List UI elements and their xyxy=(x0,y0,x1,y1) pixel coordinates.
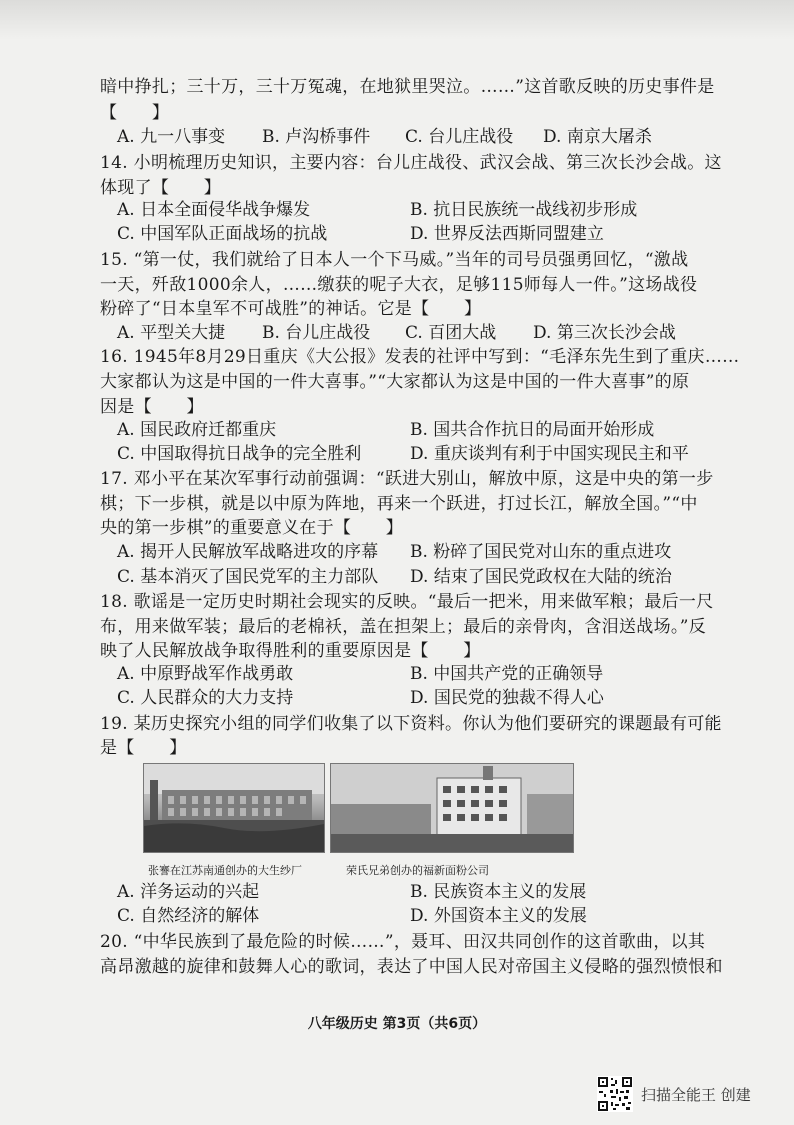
q16-stem-2: 大家都认为这是中国的一件大喜事。”“大家都认为这是中国的一件大喜事”的原 xyxy=(100,372,690,392)
q13-option-a: A. 九一八事变 xyxy=(117,127,226,147)
q15-stem-2: 一天，歼敌1000余人，……缴获的呢子大衣，足够115师每人一件。”这场战役 xyxy=(100,275,698,295)
q13-option-c: C. 台儿庄战役 xyxy=(405,127,514,147)
q18-stem-2: 布，用来做军装；最后的老棉袄，盖在担架上；最后的亲骨肉，含泪送战场。”反 xyxy=(100,617,706,637)
q19-option-b: B. 民族资本主义的发展 xyxy=(410,882,587,902)
q17-option-c: C. 基本消灭了国民党军的主力部队 xyxy=(117,567,379,587)
page-footer: 八年级历史 第3页（共6页） xyxy=(307,1016,487,1032)
dasheng-mill-caption: 张謇在江苏南通创办的大生纱厂 xyxy=(148,864,302,877)
q15-stem-1: 15. “第一仗，我们就给了日本人一个下马威。”当年的司号员强勇回忆，“激战 xyxy=(100,250,689,270)
q18-option-b: B. 中国共产党的正确领导 xyxy=(410,664,604,684)
q14-stem-1: 14. 小明梳理历史知识，主要内容：台儿庄战役、武汉会战、第三次长沙会战。这 xyxy=(100,153,722,173)
q16-option-d: D. 重庆谈判有利于中国实现民主和平 xyxy=(410,444,689,464)
q19-stem-2: 是【 】 xyxy=(100,738,187,758)
q17-stem-1: 17. 邓小平在某次军事行动前强调：“跃进大别山，解放中原，这是中央的第一步 xyxy=(100,469,714,489)
q15-option-c: C. 百团大战 xyxy=(405,323,497,343)
fuxin-flour-caption: 荣氏兄弟创办的福新面粉公司 xyxy=(346,864,489,877)
q14-stem-2: 体现了【 】 xyxy=(100,178,222,198)
q17-stem-2: 棋；下一步棋，就是以中原为阵地，再来一个跃进，打过长江，解放全国。”“中 xyxy=(100,494,698,514)
q16-option-c: C. 中国取得抗日战争的完全胜利 xyxy=(117,444,362,464)
q18-option-d: D. 国民党的独裁不得人心 xyxy=(410,688,604,708)
q13-option-d: D. 南京大屠杀 xyxy=(543,127,652,147)
q17-option-b: B. 粉碎了国民党对山东的重点进攻 xyxy=(410,542,672,562)
scan-shadow xyxy=(0,0,794,40)
scanner-label: 扫描全能王 创建 xyxy=(641,1085,751,1104)
q16-stem-3: 因是【 】 xyxy=(100,397,204,417)
q18-option-a: A. 中原野战军作战勇敢 xyxy=(117,664,294,684)
q15-option-a: A. 平型关大捷 xyxy=(117,323,226,343)
q19-option-a: A. 洋务运动的兴起 xyxy=(117,882,260,902)
q20-stem-2: 高昂激越的旋律和鼓舞人心的歌词，表达了中国人民对帝国主义侵略的强烈愤恨和 xyxy=(100,957,723,977)
q17-option-d: D. 结束了国民党政权在大陆的统治 xyxy=(410,567,672,587)
q14-option-c: C. 中国军队正面战场的抗战 xyxy=(117,224,328,244)
q14-option-b: B. 抗日民族统一战线初步形成 xyxy=(410,200,638,220)
q17-stem-3: 央的第一步棋”的重要意义在于【 】 xyxy=(100,518,404,538)
q18-stem-1: 18. 歌谣是一定历史时期社会现实的反映。“最后一把米，用来做军粮；最后一尺 xyxy=(100,592,714,612)
q16-option-b: B. 国共合作抗日的局面开始形成 xyxy=(410,420,655,440)
q13-stem: 暗中挣扎；三十万，三十万冤魂，在地狱里哭泣。……”这首歌反映的历史事件是 xyxy=(100,77,715,97)
q19-stem-1: 19. 某历史探究小组的同学们收集了以下资料。你认为他们要研究的课题最有可能 xyxy=(100,714,722,734)
q14-option-d: D. 世界反法西斯同盟建立 xyxy=(410,224,604,244)
q19-option-c: C. 自然经济的解体 xyxy=(117,906,260,926)
q13-option-b: B. 卢沟桥事件 xyxy=(262,127,371,147)
q15-stem-3: 粉碎了“日本皇军不可战胜”的神话。它是【 】 xyxy=(100,299,482,319)
q19-option-d: D. 外国资本主义的发展 xyxy=(410,906,587,926)
q20-stem-1: 20. “中华民族到了最危险的时候……”，聂耳、田汉共同创作的这首歌曲，以其 xyxy=(100,932,706,952)
q16-stem-1: 16. 1945年8月29日重庆《大公报》发表的社评中写到：“毛泽东先生到了重庆…… xyxy=(100,347,740,367)
q13-bracket: 【 】 xyxy=(100,103,170,123)
fuxin-flour-photo xyxy=(330,763,574,853)
q14-option-a: A. 日本全面侵华战争爆发 xyxy=(117,200,311,220)
q16-option-a: A. 国民政府迁都重庆 xyxy=(117,420,277,440)
qr-code-icon xyxy=(597,1076,633,1112)
q17-option-a: A. 揭开人民解放军战略进攻的序幕 xyxy=(117,542,379,562)
q15-option-b: B. 台儿庄战役 xyxy=(262,323,371,343)
q18-option-c: C. 人民群众的大力支持 xyxy=(117,688,294,708)
q18-stem-3: 映了人民解放战争取得胜利的重要原因是【 】 xyxy=(100,641,481,661)
q15-option-d: D. 第三次长沙会战 xyxy=(533,323,676,343)
dasheng-mill-photo xyxy=(143,763,325,853)
scanner-watermark xyxy=(597,1076,751,1112)
